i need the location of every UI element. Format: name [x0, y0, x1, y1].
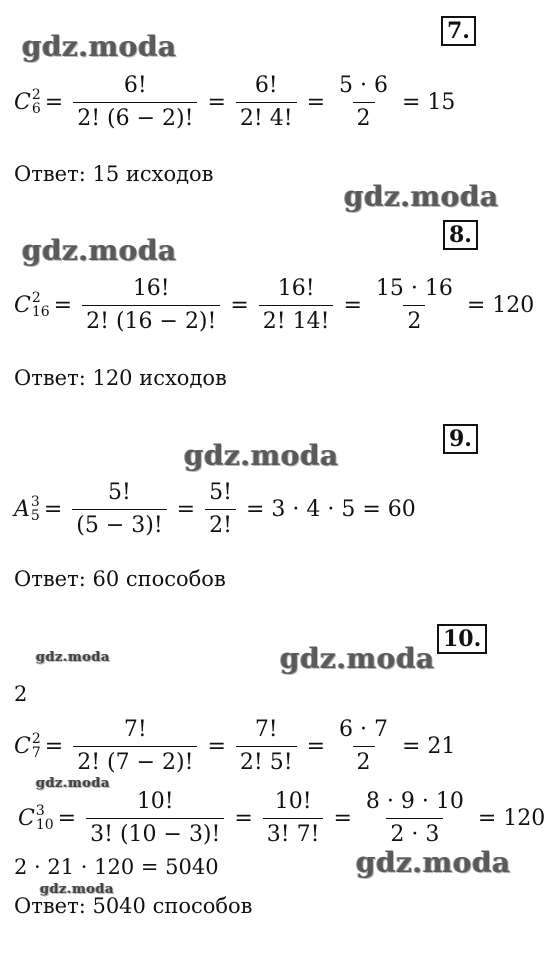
numerator: 15 · 16: [375, 275, 453, 301]
formula-symbol: C 3 10: [18, 803, 54, 833]
numerator: 6!: [254, 72, 278, 98]
operator: =: [230, 292, 249, 318]
numerator: 10!: [136, 788, 174, 814]
numerator: 5 · 6: [339, 72, 388, 98]
denominator: 2! 5!: [236, 746, 297, 776]
formula-symbol: C 2 16: [14, 290, 50, 320]
numerator: 6!: [123, 72, 147, 98]
fraction: [372, 276, 457, 335]
fraction: [82, 276, 220, 335]
formula-symbol: C 2 7: [14, 731, 41, 761]
fraction: [335, 73, 392, 132]
numerator: 8 · 9 · 10: [365, 788, 464, 814]
fraction: [362, 789, 468, 848]
watermark: gdz.moda: [344, 180, 499, 213]
formula-10b: [18, 788, 549, 848]
watermark: gdz.moda: [22, 234, 177, 267]
answer-9: Ответ: 60 способов: [14, 567, 226, 591]
fraction: [236, 717, 297, 776]
formula-10a: [14, 716, 459, 776]
operator: = 120: [466, 292, 535, 318]
operator: =: [234, 805, 253, 831]
operator: =: [306, 733, 326, 759]
equals-sign: =: [53, 292, 73, 318]
operator: =: [207, 89, 226, 115]
operator: =: [176, 496, 196, 522]
problem-number-7: 7.: [441, 16, 476, 46]
fraction: [73, 717, 197, 776]
numerator: 5!: [209, 479, 232, 505]
denominator: 2: [403, 305, 425, 335]
numerator: 16!: [277, 275, 315, 301]
denominator: 2 · 3: [386, 818, 443, 848]
numerator: 7!: [254, 716, 278, 742]
equals-sign: =: [57, 805, 77, 831]
numerator: 16!: [132, 275, 170, 301]
denominator: 3! (10 − 3)!: [86, 818, 224, 848]
watermark: gdz.moda: [36, 776, 111, 791]
watermark: gdz.moda: [40, 882, 115, 897]
problem-number-9: 9.: [443, 424, 478, 454]
fraction: [263, 789, 324, 848]
operator: =: [333, 805, 352, 831]
denominator: 2!: [205, 509, 236, 539]
fraction: [73, 73, 197, 132]
operator: =: [306, 89, 326, 115]
watermark: gdz.moda: [22, 30, 177, 63]
answer-10: Ответ: 5040 способов: [14, 894, 253, 918]
equals-sign: =: [44, 89, 64, 115]
answer-7: Ответ: 15 исходов: [14, 162, 214, 186]
denominator: (5 − 3)!: [72, 509, 166, 539]
intro-10: 2: [14, 682, 28, 706]
watermark: gdz.moda: [184, 439, 339, 472]
operator: = 3 · 4 · 5 = 60: [245, 496, 416, 522]
problem-number-10: 10.: [437, 624, 487, 654]
fraction: [335, 717, 392, 776]
equals-sign: =: [43, 496, 63, 522]
operator: = 120: [477, 805, 546, 831]
fraction: [205, 480, 236, 539]
fraction: [86, 789, 224, 848]
fraction: [236, 73, 297, 132]
operator: = 15: [402, 89, 456, 115]
answer-8: Ответ: 120 исходов: [14, 366, 227, 390]
watermark: gdz.moda: [36, 650, 111, 665]
fraction: [72, 480, 166, 539]
denominator: 2! 14!: [259, 305, 334, 335]
formula-symbol: A 3 5: [14, 494, 40, 524]
numerator: 5!: [108, 479, 131, 505]
denominator: 2! (6 − 2)!: [73, 102, 197, 132]
numerator: 10!: [274, 788, 312, 814]
denominator: 2! (16 − 2)!: [82, 305, 220, 335]
denominator: 2: [353, 746, 375, 776]
formula-8: [14, 275, 538, 335]
denominator: 2! (7 − 2)!: [73, 746, 197, 776]
watermark: gdz.moda: [280, 642, 435, 675]
formula-9: [14, 479, 420, 539]
watermark: gdz.moda: [356, 846, 511, 879]
formula-symbol: C 2 6: [14, 87, 41, 117]
equals-sign: =: [44, 733, 64, 759]
problem-number-8: 8.: [443, 220, 478, 250]
denominator: 3! 7!: [263, 818, 324, 848]
formula-7: [14, 72, 459, 132]
operator: =: [343, 292, 362, 318]
fraction: [259, 276, 334, 335]
operator: = 21: [402, 733, 456, 759]
denominator: 2: [353, 102, 375, 132]
operator: =: [207, 733, 226, 759]
product-10: 2 · 21 · 120 = 5040: [14, 855, 219, 879]
numerator: 6 · 7: [339, 716, 388, 742]
denominator: 2! 4!: [236, 102, 297, 132]
numerator: 7!: [123, 716, 147, 742]
